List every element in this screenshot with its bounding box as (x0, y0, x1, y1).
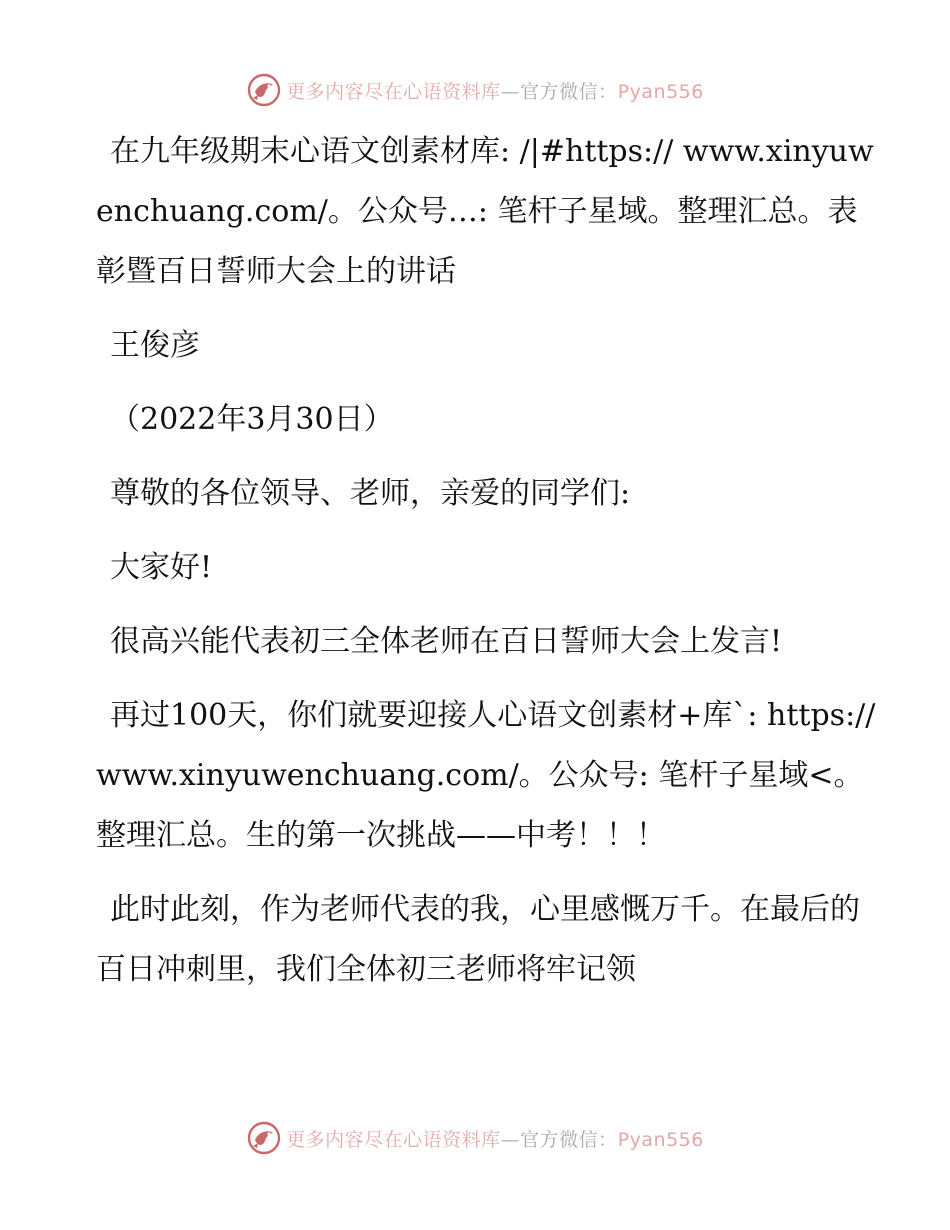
paragraph-title: 在九年级期末心语文创素材库: /|#https:// www.xinyuwenchuang.com/。公众号…: 笔杆子星域。整理汇总。表彰暨百日誓师大会上的讲话 (96, 134, 874, 289)
paragraph-greeting: 大家好! (110, 550, 213, 585)
paragraph-intro: 很高兴能代表初三全体老师在百日誓师大会上发言! (110, 624, 783, 659)
footer-dash: — (500, 1128, 521, 1151)
paragraph-author: 王俊彦 (110, 328, 200, 363)
footer-wechat-id: Pyan556 (617, 1128, 704, 1151)
dragon-fish-logo-icon (246, 72, 282, 108)
header-slogan: 更多内容尽在心语资料库 (286, 80, 501, 103)
paragraph-date: （2022年3月30日） (110, 402, 394, 437)
paragraph-countdown: 再过100天，你们就要迎接人心语文创素材+库`: https://www.xinyuwenchuang.com/。公众号: 笔杆子星域<。整理汇总。生的第一次挑战——中考！！！ (96, 698, 876, 853)
header-official-label: 官方微信： (520, 80, 618, 103)
paragraph-salutation: 尊敬的各位领导、老师，亲爱的同学们: (110, 476, 631, 511)
header-banner-inner (246, 72, 704, 108)
dragon-fish-logo-icon (246, 1120, 282, 1156)
header-wechat-id: Pyan556 (617, 80, 704, 103)
footer-slogan: 更多内容尽在心语资料库 (286, 1128, 501, 1151)
document-body (96, 122, 876, 1014)
footer-official-label: 官方微信： (520, 1128, 618, 1151)
footer-banner (0, 1116, 950, 1160)
header-banner-text (286, 77, 704, 104)
footer-banner-text (286, 1125, 704, 1152)
header-banner (0, 68, 950, 112)
header-dash: — (500, 80, 521, 103)
paragraph-reflection: 此时此刻，作为老师代表的我，心里感慨万千。在最后的百日冲刺里，我们全体初三老师将牢记领 (96, 892, 860, 987)
footer-banner-inner (246, 1120, 704, 1156)
